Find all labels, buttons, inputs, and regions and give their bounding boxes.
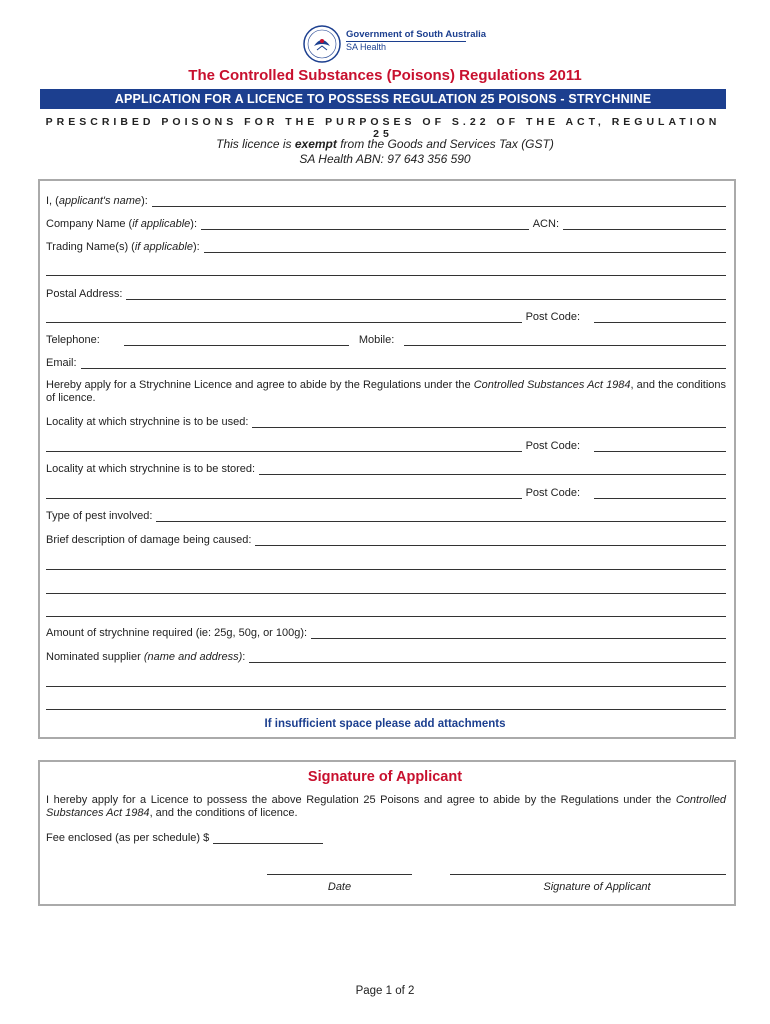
page-number: Page 1 of 2 (355, 985, 415, 997)
telephone-label: Telephone: (46, 334, 100, 346)
company-name-row (46, 216, 726, 230)
locality-used-field-2[interactable] (46, 443, 522, 452)
damage-field-4[interactable] (46, 608, 726, 617)
mobile-field[interactable] (404, 337, 726, 346)
pest-label: Type of pest involved: (46, 510, 153, 522)
sa-government-crest-logo (302, 24, 342, 64)
logo-divider (346, 41, 466, 42)
supplier-field[interactable] (249, 654, 726, 663)
supplier-row (46, 649, 726, 663)
amount-field[interactable] (311, 630, 726, 639)
pest-row (46, 508, 726, 522)
applicant-name-row (46, 193, 726, 207)
supplier-field-2[interactable] (46, 678, 726, 687)
attachments-note: If insufficient space please add attachments (264, 718, 506, 730)
damage-row (46, 532, 726, 546)
postal-address-field-2[interactable] (46, 314, 522, 323)
government-logotype (346, 29, 486, 53)
locality-stored-label: Locality at which strychnine is to be stored: (46, 463, 256, 475)
signature-title: Signature of Applicant (307, 769, 463, 785)
postal-address-row (46, 286, 726, 300)
mobile-label: Mobile: (358, 334, 395, 346)
applicant-name-field[interactable] (152, 198, 726, 207)
company-name-label: Company Name (if applicable): (46, 218, 198, 230)
pest-field[interactable] (156, 513, 726, 522)
postcode-label: Post Code: (525, 487, 580, 499)
locality-stored-row-2 (46, 485, 726, 499)
applicant-name-label: I, (applicant's name): (46, 195, 148, 207)
exempt-text-post: from the Goods and Services Tax (GST) (336, 137, 554, 151)
postal-address-field[interactable] (126, 291, 726, 300)
application-banner: APPLICATION FOR A LICENCE TO POSSESS REGULATION 25 POISONS - STRYCHNINE (40, 89, 726, 109)
postal-address-row-2 (46, 309, 726, 323)
supplier-label: Nominated supplier (name and address): (46, 651, 246, 663)
postcode-label: Post Code: (525, 311, 580, 323)
email-label: Email: (46, 357, 77, 369)
damage-label: Brief description of damage being caused: (46, 534, 252, 546)
email-field[interactable] (81, 360, 726, 369)
damage-field-2[interactable] (46, 561, 726, 570)
locality-used-field[interactable] (252, 419, 726, 428)
postal-postcode-field[interactable] (594, 314, 726, 323)
trading-name-row-2 (46, 262, 726, 276)
exempt-text-pre: This licence is (216, 137, 295, 151)
telephone-row (46, 332, 726, 346)
date-field[interactable] (267, 874, 412, 875)
gst-exempt-notice (0, 137, 770, 167)
apply-statement: Hereby apply for a Strychnine Licence and agree to abide by the Regulations under the Controlled Substances Act 1984, and the conditions of licence. (46, 379, 727, 404)
acn-label: ACN: (532, 218, 559, 230)
document-title: The Controlled Substances (Poisons) Regulations 2011 (188, 67, 582, 84)
trading-name-field[interactable] (204, 244, 726, 253)
supplier-field-3[interactable] (46, 701, 726, 710)
locality-used-row (46, 414, 726, 428)
trading-name-row (46, 239, 726, 253)
exempt-text-bold: exempt (294, 137, 337, 151)
damage-row-2 (46, 556, 726, 570)
locality-used-row-2 (46, 438, 726, 452)
used-postcode-field[interactable] (594, 443, 726, 452)
locality-stored-field-2[interactable] (46, 490, 522, 499)
stored-postcode-field[interactable] (594, 490, 726, 499)
fee-label: Fee enclosed (as per schedule) $ (46, 832, 210, 844)
signature-label: Signature of Applicant (543, 881, 651, 893)
damage-field[interactable] (255, 537, 726, 546)
amount-row (46, 625, 726, 639)
postcode-label: Post Code: (525, 440, 580, 452)
supplier-row-3 (46, 696, 726, 710)
damage-row-3 (46, 580, 726, 594)
supplier-row-2 (46, 673, 726, 687)
signature-statement: I hereby apply for a Licence to possess the above Regulation 25 Poisons and agree to abide by the Regulations under the Controlled Substances Act 1984, and the conditions of licence. (46, 794, 726, 819)
email-row (46, 355, 726, 369)
fee-field[interactable] (213, 835, 323, 844)
postal-address-label: Postal Address: (46, 288, 123, 300)
acn-field[interactable] (563, 221, 726, 230)
locality-stored-field[interactable] (259, 466, 726, 475)
trading-name-label: Trading Name(s) (if applicable): (46, 241, 200, 253)
fee-row (46, 830, 346, 844)
abn-text: SA Health ABN: 97 643 356 590 (299, 152, 471, 166)
date-label: Date (327, 881, 352, 893)
company-name-field[interactable] (201, 221, 529, 230)
gov-name: Government of South Australia (346, 29, 487, 40)
damage-field-3[interactable] (46, 585, 726, 594)
damage-row-4 (46, 603, 726, 617)
amount-label: Amount of strychnine required (ie: 25g, 50g, or 100g): (46, 627, 308, 639)
signature-field[interactable] (450, 874, 726, 875)
trading-name-field-2[interactable] (46, 267, 726, 276)
locality-stored-row (46, 461, 726, 475)
locality-used-label: Locality at which strychnine is to be used: (46, 416, 249, 428)
agency-name: SA Health (346, 42, 387, 52)
telephone-field[interactable] (124, 337, 349, 346)
subtitle: PRESCRIBED POISONS FOR THE PURPOSES OF S.22 OF THE ACT, REGULATION 25 (45, 116, 721, 140)
